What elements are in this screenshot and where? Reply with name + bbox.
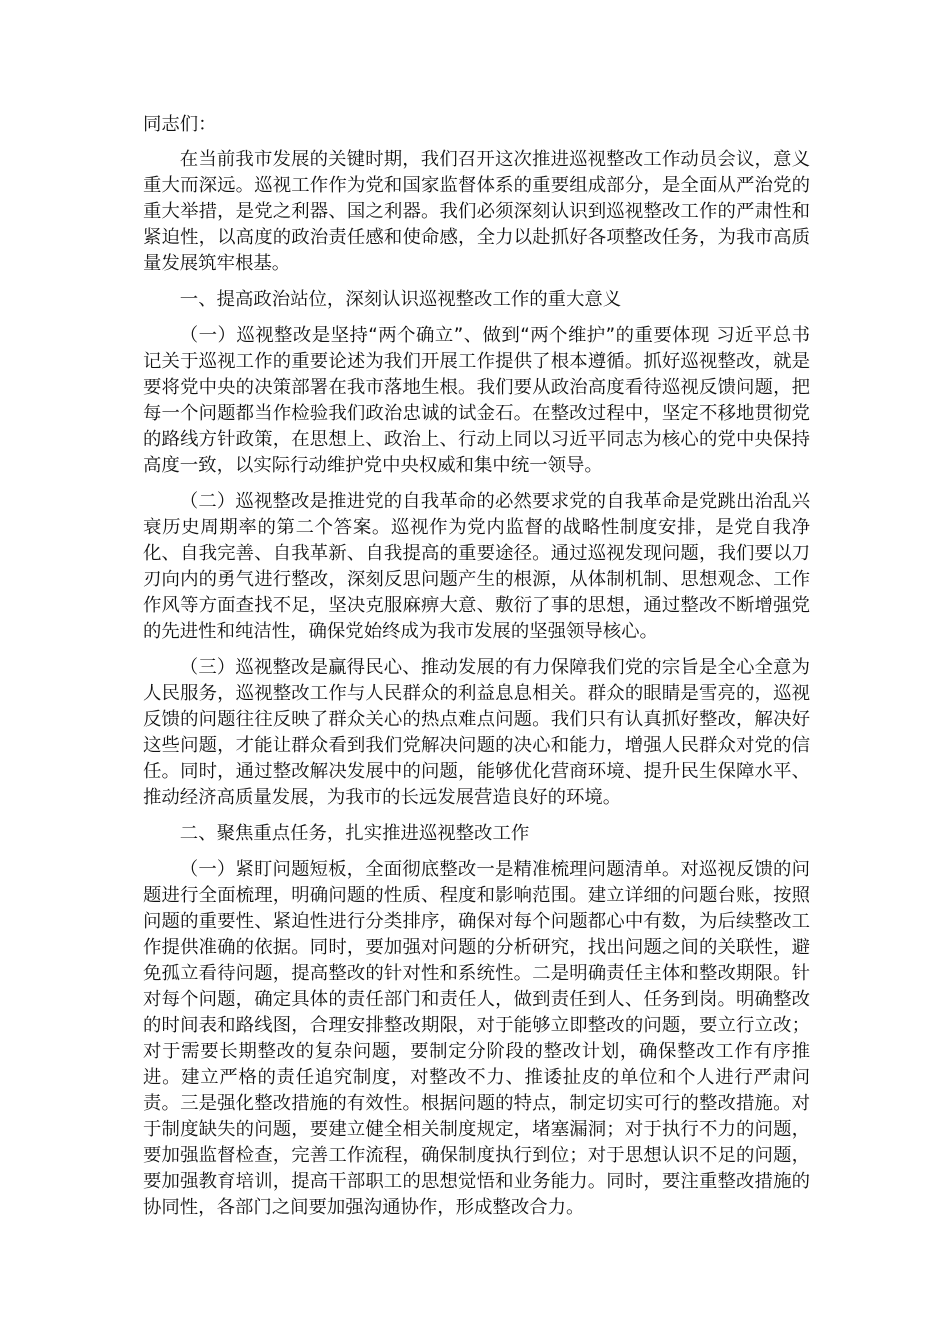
section-1-paragraph-2: （二）巡视整改是推进党的自我革命的必然要求党的自我革命是党跳出治乱兴衰历史周期率的第二个答案。巡视作为党内监督的战略性制度安排，是党自我净化、自我完善、自我革新、自我提高的重要途径。通过巡视发现问题，我们要以刀刃向内的勇气进行整改，深刻反思问题产生的根源，从体制机制、思想观念、工作作风等方面查找不足，坚决克服麻痹大意、敷衍了事的思想，通过整改不断增强党的先进性和纯洁性，确保党始终成为我市发展的坚强领导核心。 (143, 491, 810, 642)
section-1-heading: 一、提高政治站位，深刻认识巡视整改工作的重大意义 (179, 289, 622, 310)
section-1-paragraph-3: （三）巡视整改是赢得民心、推动发展的有力保障我们党的宗旨是全心全意为人民服务，巡视整改工作与人民群众的利益息息相关。群众的眼睛是雪亮的，巡视反馈的问题往往反映了群众关心的热点难点问题。我们只有认真抓好整改，解决好这些问题，才能让群众看到我们党解决问题的决心和能力，增强人民群众对党的信任。同时，通过整改解决发展中的问题，能够优化营商环境、提升民生保障水平、推动经济高质量发展，为我市的长远发展营造良好的环境。 (143, 657, 810, 808)
intro-paragraph: 在当前我市发展的关键时期，我们召开这次推进巡视整改工作动员会议，意义重大而深远。巡视工作作为党和国家监督体系的重要组成部分，是全面从严治党的重大举措，是党之利器、国之利器。我们必须深刻认识到巡视整改工作的严肃性和紧迫性，以高度的政治责任感和使命感，全力以赴抓好各项整改任务，为我市高质量发展筑牢根基。 (143, 149, 810, 274)
salutation: 同志们： (143, 114, 217, 135)
section-1-paragraph-1: （一）巡视整改是坚持“两个确立”、做到“两个维护”的重要体现 习近平总书记关于巡视工作的重要论述为我们开展工作提供了根本遵循。抓好巡视整改，就是要将党中央的决策部署在我市落地生根。我们要从政治高度看待巡视反馈问题，把每一个问题都当作检验我们政治忠诚的试金石。在整改过程中，坚定不移地贯彻党的路线方针政策，在思想上、政治上、行动上同以习近平同志为核心的党中央保持高度一致，以实际行动维护党中央权威和集中统一领导。 (143, 325, 810, 476)
section-2-heading: 二、聚焦重点任务，扎实推进巡视整改工作 (179, 823, 530, 844)
section-2-paragraph-1: （一）紧盯问题短板，全面彻底整改一是精准梳理问题清单。对巡视反馈的问题进行全面梳理，明确问题的性质、程度和影响范围。建立详细的问题台账，按照问题的重要性、紧迫性进行分类排序，确保对每个问题都心中有数，为后续整改工作提供准确的依据。同时，要加强对问题的分析研究，找出问题之间的关联性，避免孤立看待问题，提高整改的针对性和系统性。二是明确责任主体和整改期限。针对每个问题，确定具体的责任部门和责任人，做到责任到人、任务到岗。明确整改的时间表和路线图，合理安排整改期限，对于能够立即整改的问题，要立行立改；对于需要长期整改的复杂问题，要制定分阶段的整改计划，确保整改工作有序推进。建立严格的责任追究制度，对整改不力、推诿扯皮的单位和个人进行严肃问责。三是强化整改措施的有效性。根据问题的特点，制定切实可行的整改措施。对于制度缺失的问题，要建立健全相关制度规定，堵塞漏洞；对于执行不力的问题，要加强监督检查，完善工作流程，确保制度执行到位；对于思想认识不足的问题，要加强教育培训，提高干部职工的思想觉悟和业务能力。同时，要注重整改措施的协同性，各部门之间要加强沟通协作，形成整改合力。 (143, 859, 810, 1218)
document-page (143, 112, 810, 1231)
